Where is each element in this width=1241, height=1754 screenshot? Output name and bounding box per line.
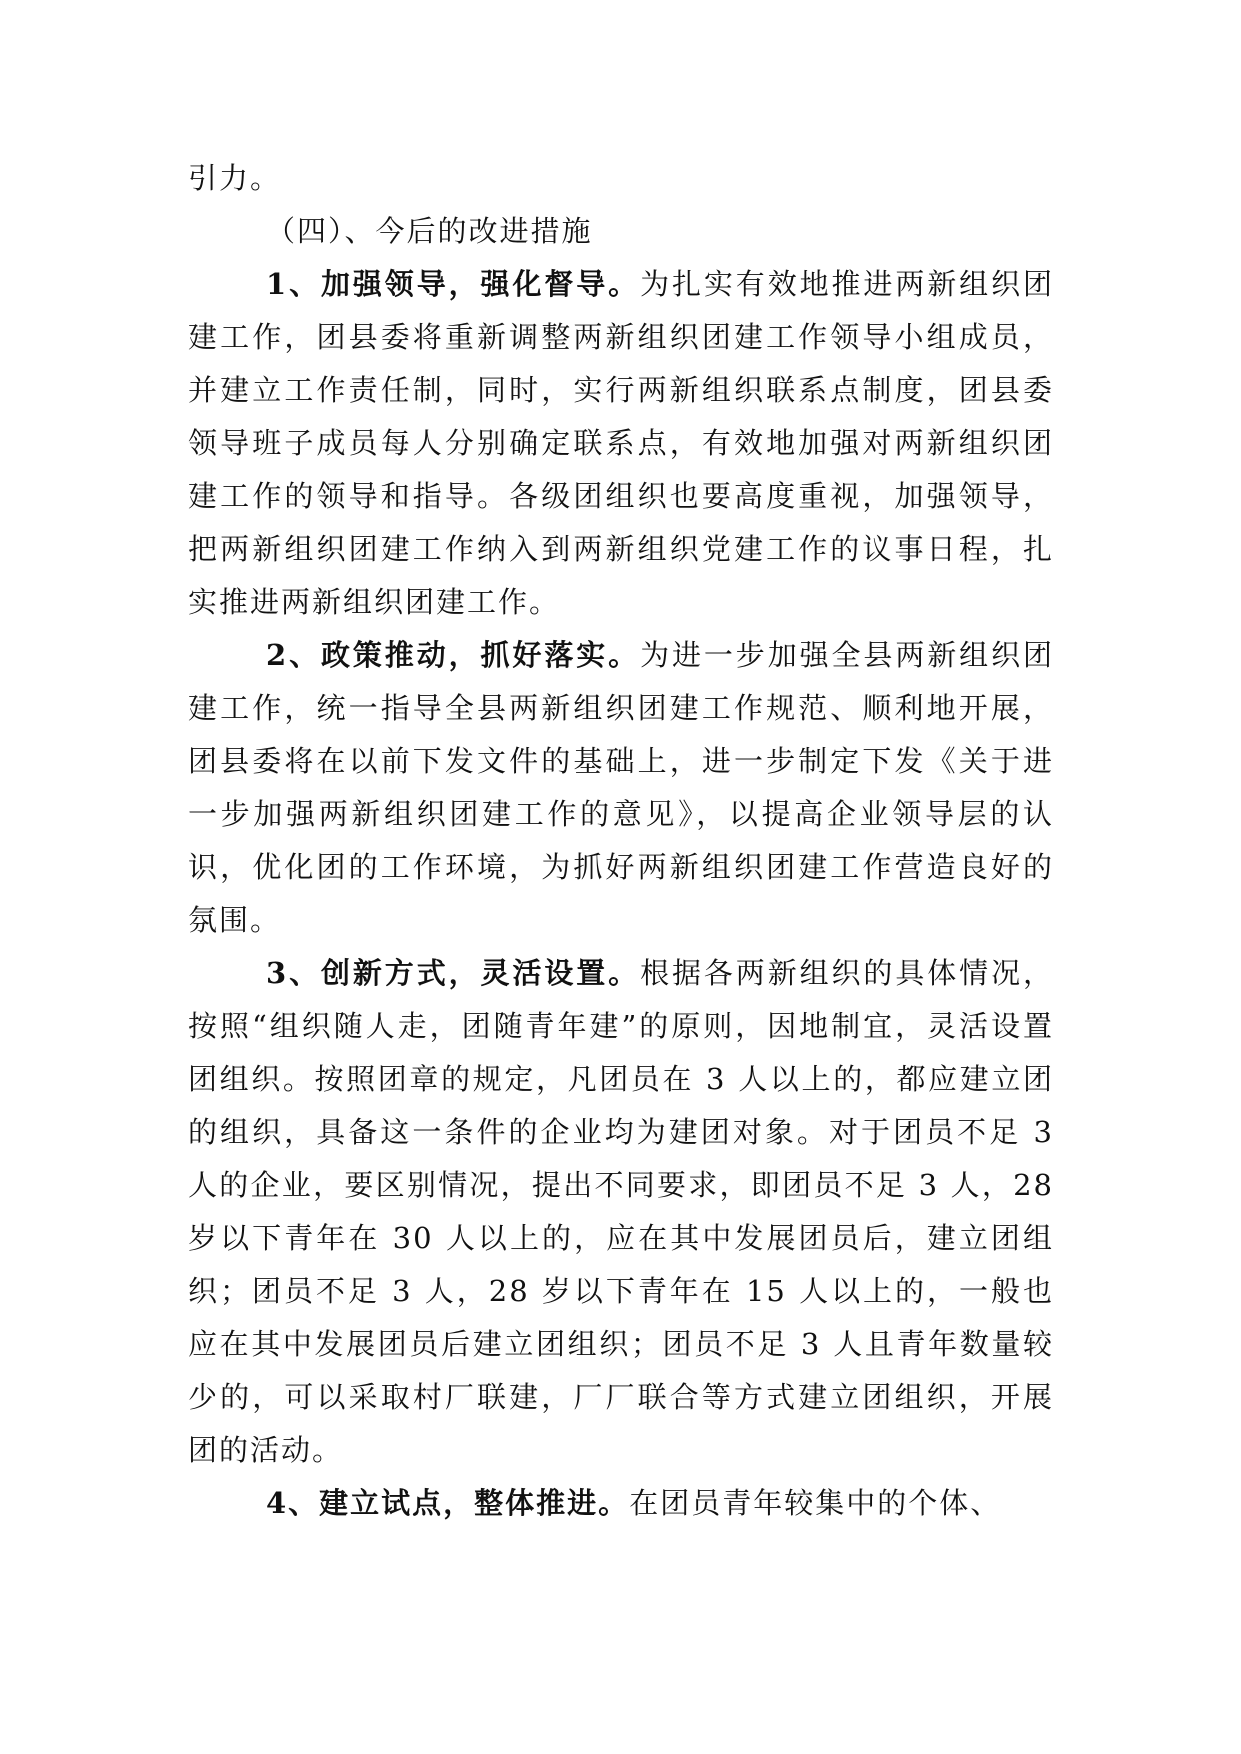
section-heading: （四）、今后的改进措施 — [266, 214, 593, 248]
paragraph-4-body: 在团员青年较集中的个体、 — [629, 1486, 1002, 1520]
paragraph-2-lead: 2、政策推动，抓好落实。 — [266, 638, 641, 672]
paragraph-1 — [188, 258, 1054, 629]
paragraph-3-lead: 3、创新方式，灵活设置。 — [266, 956, 641, 990]
paragraph-2 — [188, 629, 1054, 947]
continuation-text: 引力。 — [188, 161, 282, 195]
paragraph-2-body: 为进一步加强全县两新组织团建工作，统一指导全县两新组织团建工作规范、顺利地开展，团县委将在以前下发文件的基础上，进一步制定下发《关于进一步加强两新组织团建工作的意见》，以提高企业领导层的认识，优化团的工作环境，为抓好两新组织团建工作营造良好的氛围。 — [188, 638, 1054, 937]
paragraph-3 — [188, 947, 1054, 1477]
paragraph-4 — [188, 1477, 1054, 1530]
document-body — [188, 152, 1054, 1530]
paragraph-1-body: 为扎实有效地推进两新组织团建工作，团县委将重新调整两新组织团建工作领导小组成员，并建立工作责任制，同时，实行两新组织联系点制度，团县委领导班子成员每人分别确定联系点，有效地加强对两新组织团建工作的领导和指导。各级团组织也要高度重视，加强领导，把两新组织团建工作纳入到两新组织党建工作的议事日程，扎实推进两新组织团建工作。 — [188, 267, 1054, 619]
paragraph-4-lead: 4、建立试点，整体推进。 — [266, 1486, 630, 1520]
paragraph-1-lead: 1、加强领导，强化督导。 — [266, 267, 641, 301]
paragraph-3-body: 根据各两新组织的具体情况，按照“组织随人走，团随青年建”的原则，因地制宜，灵活设置团组织。按照团章的规定，凡团员在 3 人以上的，都应建立团的组织，具备这一条件的企业均为建团对象。对于团员不足 3 人的企业，要区别情况，提出不同要求，即团员不足 3 人，28 岁以下青年在 30 人以上的，应在其中发展团员后，建立团组织；团员不足 3 人，28 岁以下青年在 15 人以上的，一般也应在其中发展团员后建立团组织；团员不足 3 人且青年数量较少的，可以采取村厂联建，厂厂联合等方式建立团组织，开展团的活动。 — [188, 956, 1054, 1467]
